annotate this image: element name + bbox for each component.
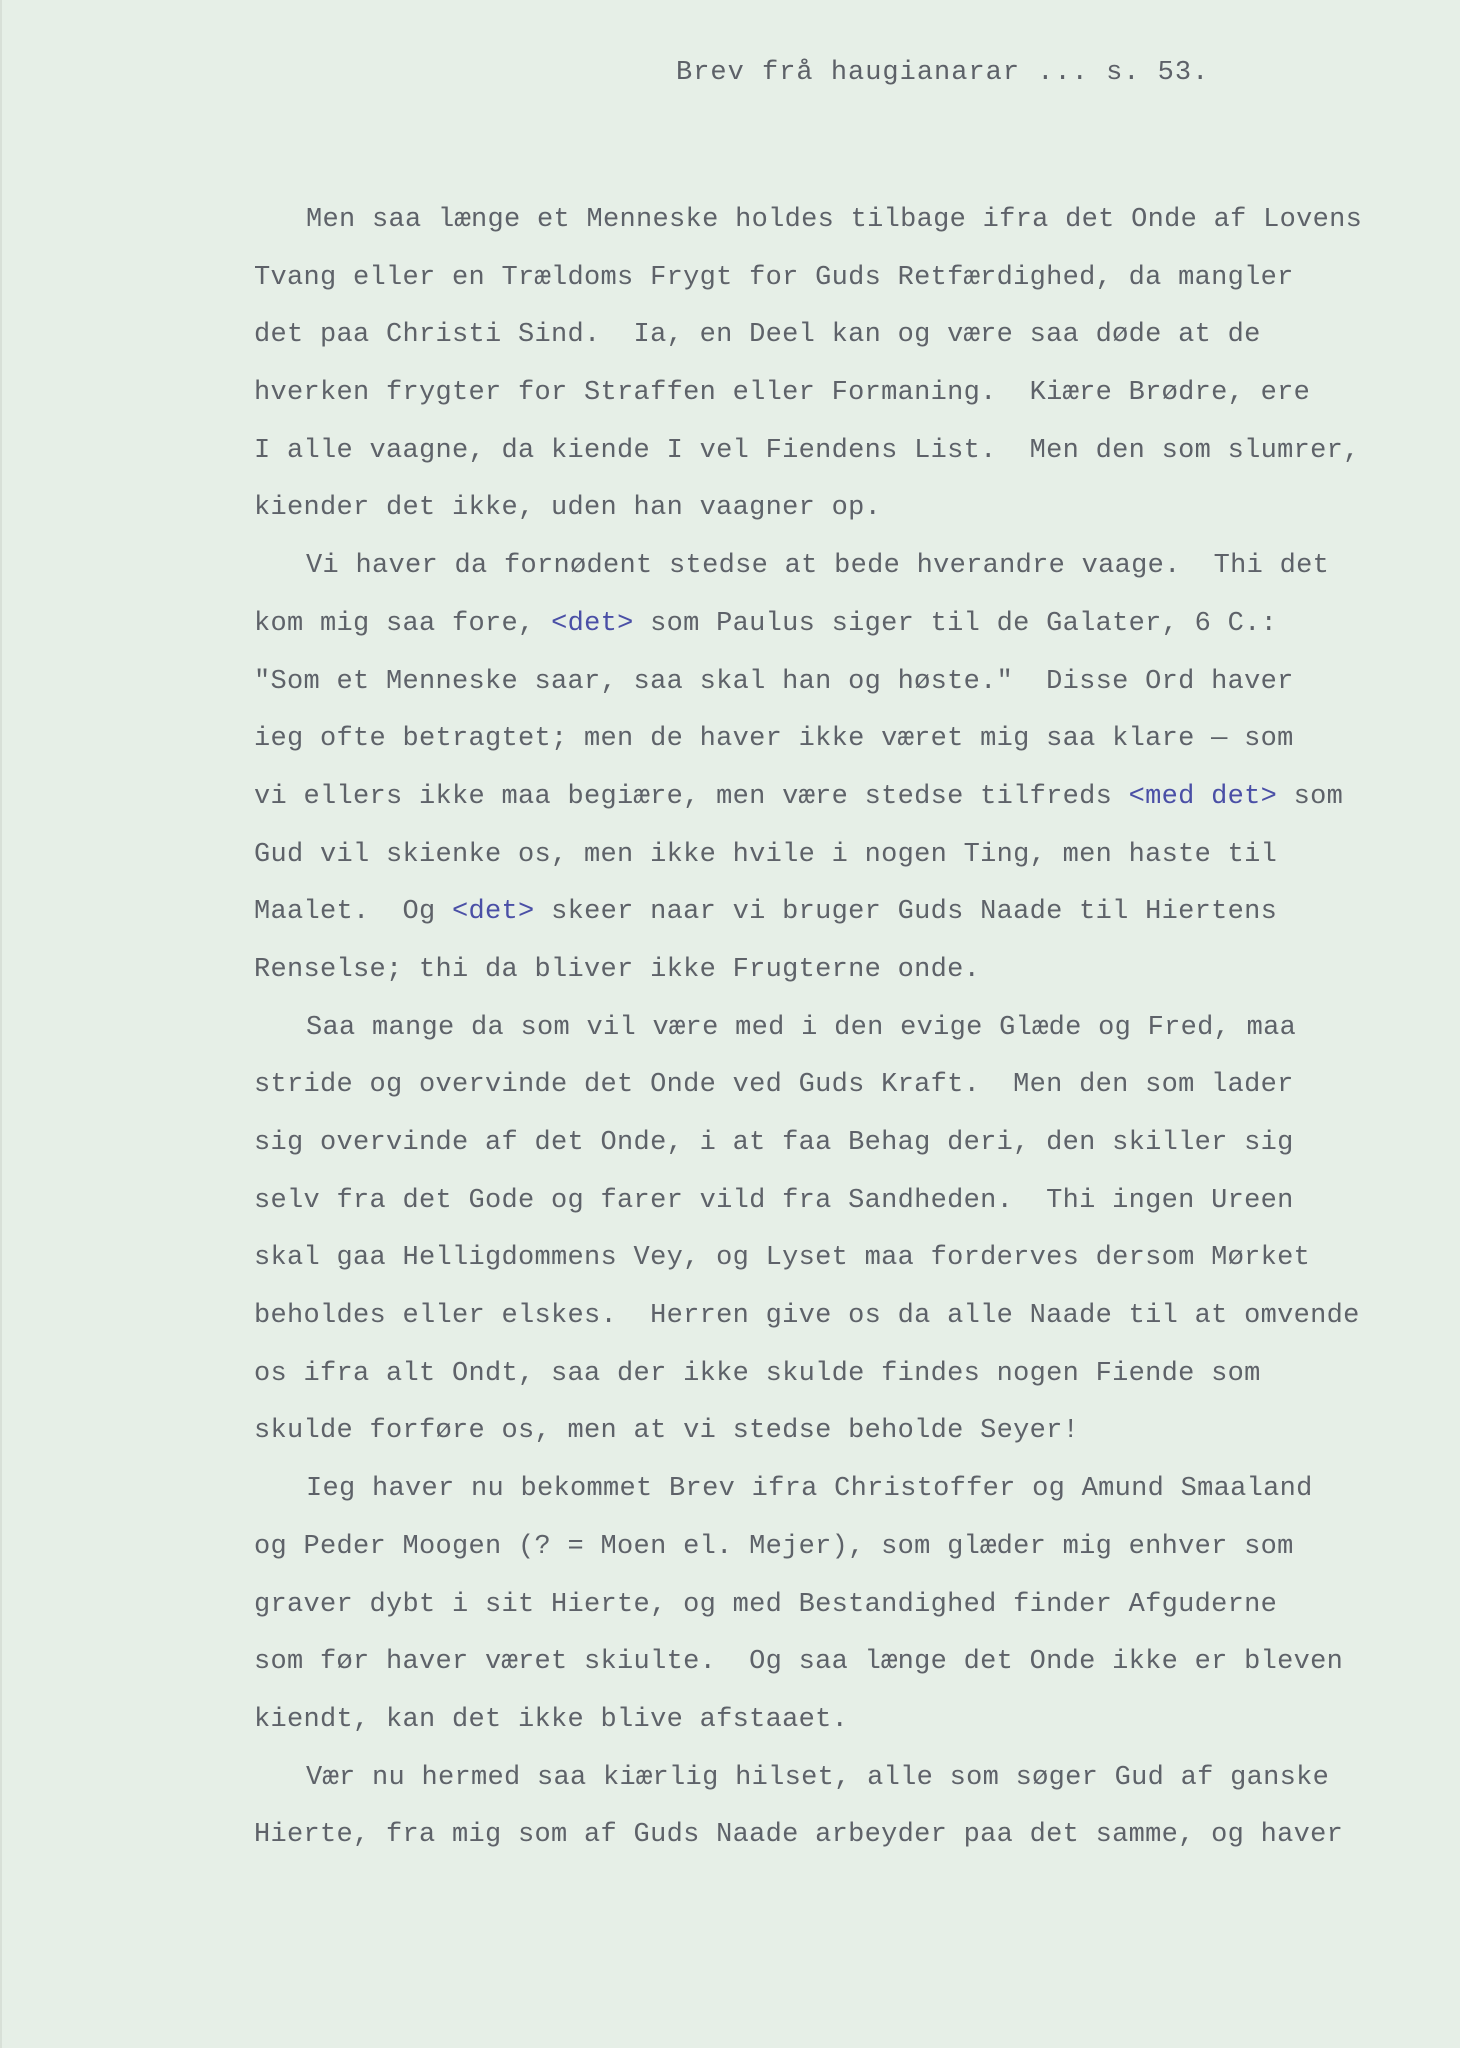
text-line <box>254 1692 1444 1750</box>
text-line <box>254 1403 1444 1461</box>
text-segment: det paa Christi Sind. Ia, en Deel kan og være saa døde at de <box>254 320 1261 351</box>
text-segment: graver dybt i sit Hierte, og med Bestandighed finder Afguderne <box>254 1589 1278 1620</box>
text-segment: "Som et Menneske saar, saa skal han og høste." Disse Ord haver <box>254 666 1294 697</box>
text-segment: Maalet. Og <box>254 897 453 928</box>
text-line <box>254 1577 1444 1635</box>
text-segment: Renselse; thi da bliver ikke Frugterne onde. <box>254 954 981 985</box>
text-line <box>254 1346 1444 1404</box>
text-line <box>254 1057 1444 1115</box>
paragraph <box>254 1000 1444 1462</box>
text-segment: og Peder Moogen (? = Moen el. Mejer), som glæder mig enhver som <box>254 1531 1294 1562</box>
text-segment: Tvang eller en Trældoms Frygt for Guds Retfærdighed, da mangler <box>254 262 1294 293</box>
text-segment: sig overvinde af det Onde, i at faa Behag deri, den skiller sig <box>254 1128 1294 1158</box>
text-segment: stride og overvinde det Onde ved Guds Kraft. Men den som lader <box>254 1070 1294 1101</box>
text-line <box>254 192 1444 250</box>
text-line <box>254 596 1444 654</box>
text-line <box>254 538 1444 596</box>
text-segment: skal gaa Helligdommens Vey, og Lyset maa forderves dersom Mørket <box>254 1243 1311 1274</box>
text-line <box>254 769 1444 827</box>
text-segment: kiender det ikke, uden han vaagner op. <box>254 493 882 524</box>
paragraph <box>254 192 1444 538</box>
text-line <box>254 1115 1444 1173</box>
text-segment: som Paulus siger til de Galater, 6 C.: <box>633 608 1278 639</box>
text-line <box>254 942 1444 1000</box>
text-line <box>254 827 1444 885</box>
text-segment: Vi haver da fornødent stedse at bede hverandre vaage. Thi det <box>306 551 1330 582</box>
text-line <box>254 250 1444 308</box>
text-line <box>254 1288 1444 1346</box>
text-segment: kom mig saa fore, <box>254 608 552 639</box>
text-line <box>254 884 1444 942</box>
text-line <box>254 423 1444 481</box>
text-segment: skulde forføre os, men at vi stedse beholde Seyer! <box>254 1416 1080 1447</box>
text-segment: kiendt, kan det ikke blive afstaaet. <box>254 1704 849 1735</box>
text-line <box>254 480 1444 538</box>
text-segment: vi ellers ikke maa begiære, men være stedse tilfreds <box>254 781 1129 812</box>
editorial-insertion: <det> <box>452 897 535 928</box>
text-segment: Men saa længe et Menneske holdes tilbage ifra det Onde af Lovens <box>306 205 1363 235</box>
text-segment: Gud vil skienke os, men ikke hvile i nogen Ting, men haste til <box>254 839 1278 870</box>
text-segment: Hierte, fra mig som af Guds Naade arbeyder paa det samme, og haver <box>254 1820 1344 1851</box>
text-line <box>254 1461 1444 1519</box>
text-segment: I alle vaagne, da kiende I vel Fiendens List. Men den som slumrer, <box>254 435 1360 466</box>
paragraph <box>254 1750 1444 1865</box>
text-line <box>254 1000 1444 1058</box>
text-segment: os ifra alt Ondt, saa der ikke skulde findes nogen Fiende som <box>254 1358 1261 1389</box>
text-segment: selv fra det Gode og farer vild fra Sandheden. Thi ingen Ureen <box>254 1185 1294 1216</box>
page-header: Brev frå haugianarar ... s. 53. <box>676 58 1210 88</box>
text-line <box>254 1230 1444 1288</box>
text-line <box>254 1173 1444 1231</box>
paragraph <box>254 538 1444 1000</box>
text-segment: hverken frygter for Straffen eller Formaning. Kiære Brødre, ere <box>254 378 1311 409</box>
text-line <box>254 711 1444 769</box>
text-line <box>254 1634 1444 1692</box>
text-line <box>254 1807 1444 1865</box>
text-line <box>254 1750 1444 1808</box>
editorial-insertion: <med det> <box>1128 781 1278 812</box>
paragraph <box>254 1461 1444 1749</box>
text-segment: som før haver været skiulte. Og saa længe det Onde ikke er bleven <box>254 1647 1344 1678</box>
text-segment: Vær nu hermed saa kiærlig hilset, alle som søger Gud af ganske <box>306 1762 1330 1793</box>
text-line <box>254 654 1444 712</box>
text-line <box>254 365 1444 423</box>
text-segment: beholdes eller elskes. Herren give os da alle Naade til at omvende <box>254 1301 1360 1332</box>
text-segment: skeer naar vi bruger Guds Naade til Hiertens <box>534 897 1278 928</box>
text-segment: Saa mange da som vil være med i den evige Glæde og Fred, maa <box>306 1012 1297 1043</box>
text-line <box>254 1519 1444 1577</box>
text-segment: ieg ofte betragtet; men de haver ikke været mig saa klare — som <box>254 724 1294 755</box>
document-body <box>254 192 1444 1865</box>
text-segment: Ieg haver nu bekommet Brev ifra Christoffer og Amund Smaaland <box>306 1474 1313 1505</box>
text-segment: som <box>1277 781 1344 812</box>
editorial-insertion: <det> <box>551 608 634 639</box>
text-line <box>254 307 1444 365</box>
